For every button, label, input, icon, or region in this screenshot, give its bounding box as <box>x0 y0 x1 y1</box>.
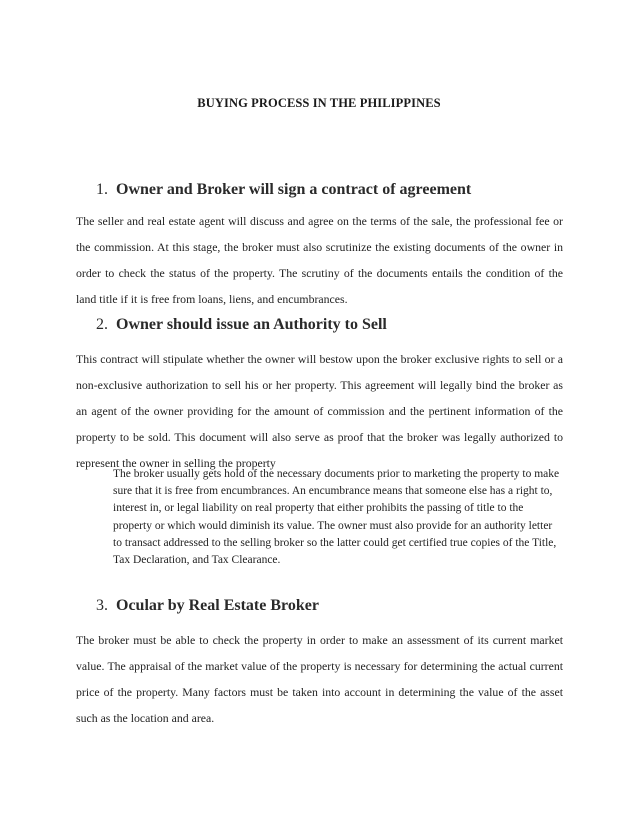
section-1-heading <box>96 181 471 199</box>
section-1-number: 1. <box>96 181 108 198</box>
section-1-paragraph: The seller and real estate agent will discuss and agree on the terms of the sale, the professional fee or the commission. At this stage, the broker must also scrutinize the existing documents of the owner in order to check the status of the property. The scrutiny of the documents entails the condition of the land title if it is free from loans, liens, and encumbrances. <box>76 214 563 306</box>
section-2-number: 2. <box>96 316 108 333</box>
section-3-heading-text: Ocular by Real Estate Broker <box>116 597 319 614</box>
section-3-paragraph: The broker must be able to check the property in order to make an assessment of its current market value. The appraisal of the market value of the property is necessary for determining the actual current price of the property. Many factors must be taken into account in determining the value of the asset such as the location and area. <box>76 633 563 725</box>
section-3-heading <box>96 597 319 615</box>
section-2-heading <box>96 316 387 334</box>
section-3-number: 3. <box>96 597 108 614</box>
section-1-heading-text: Owner and Broker will sign a contract of agreement <box>116 181 472 198</box>
section-2-indented-note: The broker usually gets hold of the necessary documents prior to marketing the property to make sure that it is free from encumbrances. An encumbrance means that someone else has a right to, interest in, or legal liability on real property that either prohibits the passing of title to the property or which would diminish its value. The owner must also provide for an authority letter to transact addressed to the selling broker so the latter could get certified true copies of the Title, Tax Declaration, and Tax Clearance. <box>113 468 560 567</box>
section-2-paragraph: This contract will stipulate whether the owner will bestow upon the broker exclusive rights to sell or a non-exclusive authorization to sell his or her property. This agreement will legally bind the broker as an agent of the owner providing for the amount of commission and the pertinent information of the property to be sold. This document will also serve as proof that the broker was legally authorized to represent the owner in selling the property <box>76 352 563 470</box>
document-title: BUYING PROCESS IN THE PHILIPPINES <box>197 96 441 110</box>
section-2-heading-text: Owner should issue an Authority to Sell <box>116 316 387 333</box>
